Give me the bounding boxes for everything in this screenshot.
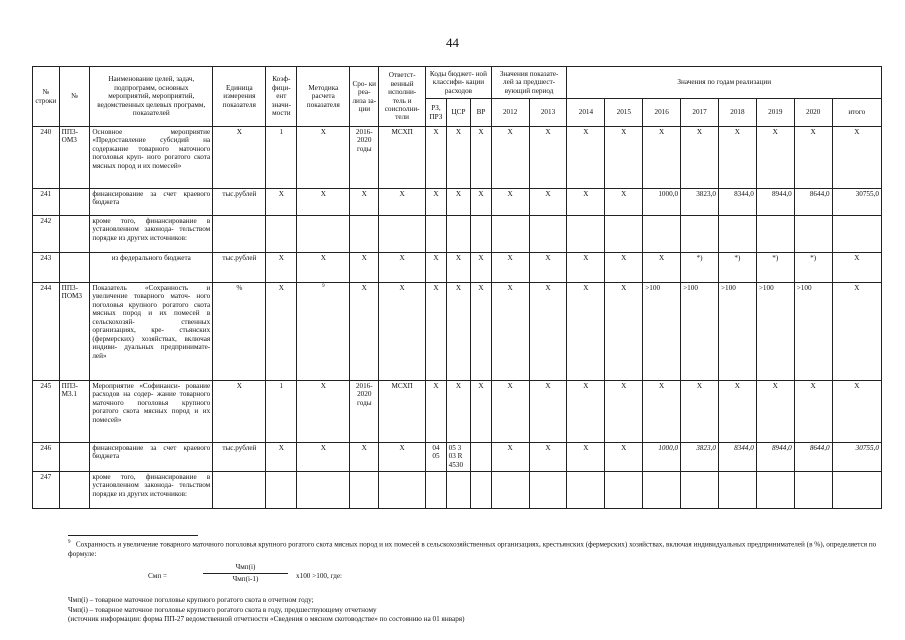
- row-2020: 8644,0: [794, 189, 832, 216]
- row-executor: Х: [379, 253, 426, 283]
- row-2014: Х: [567, 253, 605, 283]
- row-2018: [718, 472, 756, 509]
- row-term: [350, 472, 379, 509]
- formula-tail: х100 >100, где:: [296, 571, 343, 580]
- row-csr: 05 3 03 R 4530: [446, 443, 471, 472]
- row-unit: тыс.рублей: [213, 443, 266, 472]
- row-vr: Х: [471, 283, 491, 381]
- row-csr: Х: [446, 189, 471, 216]
- col-header-2015: 2015: [605, 99, 643, 127]
- formula-lhs: Смп =: [148, 571, 168, 580]
- row-rz: Х: [426, 189, 446, 216]
- row-2020: [794, 472, 832, 509]
- table-row: [33, 216, 882, 253]
- row-2012: Х: [491, 381, 529, 443]
- row-line-number: 241: [33, 189, 60, 216]
- row-2019: Х: [756, 381, 794, 443]
- footnote-body: Сохранность и увеличение товарного маточного поголовья крупного рогатого скота мясных пород и их помесей в сельскохозяйственных организациях, крестьянских (фермерских) хозяйствах, включая индивидуальных предпринимателей (в %), определяется по формуле:: [68, 540, 877, 559]
- row-rz: [426, 216, 446, 253]
- row-vr: Х: [471, 253, 491, 283]
- row-code: ПП3- М3.1: [59, 381, 90, 443]
- row-coef: 1: [266, 381, 297, 443]
- row-2014: Х: [567, 127, 605, 189]
- row-2016: >100: [643, 283, 681, 381]
- footnotes: [68, 540, 883, 625]
- row-term: 2016- 2020 годы: [350, 127, 379, 189]
- row-executor: [379, 216, 426, 253]
- row-rz: Х: [426, 127, 446, 189]
- row-line-number: 242: [33, 216, 60, 253]
- row-2012: [491, 216, 529, 253]
- col-header-coef: Коэф- фици- ент значи- мости: [266, 67, 297, 127]
- col-header-rz: РЗ, ПРЗ: [426, 99, 446, 127]
- source-note: (источник информации: форма ПП-27 ведомственной отчетности «Сведения о мясном скотоводстве» по состоянию на 01 января): [68, 615, 465, 624]
- row-code: [59, 189, 90, 216]
- row-vr: Х: [471, 189, 491, 216]
- row-2017: [681, 472, 719, 509]
- col-header-2019: 2019: [756, 99, 794, 127]
- row-2014: Х: [567, 381, 605, 443]
- row-2015: Х: [605, 253, 643, 283]
- row-rz: Х: [426, 283, 446, 381]
- row-name: кроме того, финансирование в установленном законода- тельством порядке из других источников:: [90, 216, 213, 253]
- col-header-no: №: [59, 67, 90, 127]
- row-2013: [529, 472, 567, 509]
- row-2017: >100: [681, 283, 719, 381]
- row-2013: [529, 216, 567, 253]
- row-total: 30755,0: [832, 443, 881, 472]
- col-header-2012: 2012: [491, 99, 529, 127]
- row-executor: МСХП: [379, 381, 426, 443]
- row-2016: Х: [643, 381, 681, 443]
- row-csr: [446, 472, 471, 509]
- row-coef: Х: [266, 189, 297, 216]
- program-indicators-table: [32, 66, 882, 509]
- row-2012: Х: [491, 127, 529, 189]
- row-2019: 8944,0: [756, 443, 794, 472]
- col-header-prev-values: Значения показате- лей за предшест- вующий период: [491, 67, 567, 99]
- row-csr: Х: [446, 127, 471, 189]
- row-rz: [426, 472, 446, 509]
- row-2017: Х: [681, 127, 719, 189]
- row-2014: Х: [567, 443, 605, 472]
- row-csr: [446, 216, 471, 253]
- row-2015: Х: [605, 381, 643, 443]
- row-2015: Х: [605, 283, 643, 381]
- row-method: Х: [297, 189, 350, 216]
- footnote-text: [68, 540, 883, 560]
- row-2018: *): [718, 253, 756, 283]
- row-unit: [213, 216, 266, 253]
- row-2012: [491, 472, 529, 509]
- row-2020: Х: [794, 127, 832, 189]
- row-2012: Х: [491, 253, 529, 283]
- row-2018: Х: [718, 381, 756, 443]
- row-method: [297, 283, 350, 381]
- row-2019: 8944,0: [756, 189, 794, 216]
- row-2017: Х: [681, 381, 719, 443]
- row-2017: *): [681, 253, 719, 283]
- row-2018: Х: [718, 127, 756, 189]
- row-term: [350, 216, 379, 253]
- row-coef: [266, 472, 297, 509]
- row-2012: Х: [491, 443, 529, 472]
- row-coef: Х: [266, 283, 297, 381]
- row-vr: [471, 443, 491, 472]
- row-2015: Х: [605, 127, 643, 189]
- row-total: Х: [832, 127, 881, 189]
- table-row: [33, 381, 882, 443]
- col-header-2016: 2016: [643, 99, 681, 127]
- row-unit: Х: [213, 381, 266, 443]
- col-header-2020: 2020: [794, 99, 832, 127]
- row-unit: Х: [213, 127, 266, 189]
- row-total: [832, 216, 881, 253]
- row-2012: Х: [491, 189, 529, 216]
- table-row: [33, 283, 882, 381]
- row-2016: [643, 216, 681, 253]
- row-2018: 8344,0: [718, 189, 756, 216]
- col-header-term: Сро- ки реа- лиза за- ции: [350, 67, 379, 127]
- row-2012: Х: [491, 283, 529, 381]
- row-code: [59, 253, 90, 283]
- formula: [68, 562, 883, 594]
- row-line-number: 246: [33, 443, 60, 472]
- row-line-number: 245: [33, 381, 60, 443]
- row-2019: *): [756, 253, 794, 283]
- row-name: финансирование за счет краевого бюджета: [90, 189, 213, 216]
- row-code: ПП3- ОМ3: [59, 127, 90, 189]
- row-rz: Х: [426, 381, 446, 443]
- row-vr: Х: [471, 127, 491, 189]
- row-2013: Х: [529, 189, 567, 216]
- row-line-number: 244: [33, 283, 60, 381]
- col-header-name: Наименование целей, задач, подпрограмм, основных мероприятий, мероприятий, ведомственных целевых программ, показателей: [90, 67, 213, 127]
- row-2020: [794, 216, 832, 253]
- row-name: Основное мероприятие «Предоставление субсидий на содержание товарного маточного поголовья круп- ного рогатого скота мясных пород и их помесей»: [90, 127, 213, 189]
- row-csr: Х: [446, 283, 471, 381]
- definition-1: Чмп(i) – товарное маточное поголовье крупного рогатого скота в отчетном году;: [68, 595, 314, 604]
- col-header-budget-codes: Коды бюджет- ной классифи- кации расходов: [426, 67, 492, 99]
- row-2020: 8644,0: [794, 443, 832, 472]
- col-header-method: Методика расчета показателя: [297, 67, 350, 127]
- row-2020: >100: [794, 283, 832, 381]
- table-row: [33, 472, 882, 509]
- formula-denominator: Чмп(i-1): [232, 574, 259, 583]
- row-2019: >100: [756, 283, 794, 381]
- row-code: [59, 216, 90, 253]
- row-2017: 3823,0: [681, 443, 719, 472]
- row-vr: [471, 472, 491, 509]
- definition-2: Чмп(i) – товарное маточное поголовье крупного рогатого скота в году, предшествующему отчетному: [68, 605, 377, 614]
- col-header-2013: 2013: [529, 99, 567, 127]
- row-total: Х: [832, 283, 881, 381]
- row-2018: >100: [718, 283, 756, 381]
- row-2016: [643, 472, 681, 509]
- row-executor: Х: [379, 443, 426, 472]
- col-header-executor: Ответст- венный исполни- тель и соисполни- тели: [379, 67, 426, 127]
- row-executor: Х: [379, 283, 426, 381]
- col-header-vr: ВР: [471, 99, 491, 127]
- row-vr: [471, 216, 491, 253]
- row-line-number: 240: [33, 127, 60, 189]
- row-2013: Х: [529, 253, 567, 283]
- row-2019: [756, 472, 794, 509]
- row-2020: *): [794, 253, 832, 283]
- row-2018: [718, 216, 756, 253]
- table-row: [33, 189, 882, 216]
- row-rz: Х: [426, 253, 446, 283]
- row-method: Х: [297, 253, 350, 283]
- row-2015: [605, 472, 643, 509]
- row-rz: 04 05: [426, 443, 446, 472]
- row-executor: Х: [379, 189, 426, 216]
- row-2017: 3823,0: [681, 189, 719, 216]
- row-csr: Х: [446, 253, 471, 283]
- row-coef: 1: [266, 127, 297, 189]
- row-2014: [567, 216, 605, 253]
- row-code: [59, 472, 90, 509]
- row-name: финансирование за счет краевого бюджета: [90, 443, 213, 472]
- table-row: [33, 443, 882, 472]
- row-executor: [379, 472, 426, 509]
- footnote-separator: [68, 535, 198, 536]
- row-vr: Х: [471, 381, 491, 443]
- col-header-unit: Единица измерения показателя: [213, 67, 266, 127]
- row-2016: Х: [643, 127, 681, 189]
- page-number: 44: [446, 35, 459, 50]
- row-coef: Х: [266, 253, 297, 283]
- formula-numerator: Чмп(i): [203, 563, 288, 574]
- header-row-1: [33, 67, 882, 99]
- row-name: Показатель «Сохранность и увеличение товарного маточ- ного поголовья крупного рогатого скота мясных пород и их помесей в сельскохозяй- ственных организациях, кре- стьянских (фермерских) хозяйствах, включая индиви- дуальных предпринимате- лей»: [90, 283, 213, 381]
- row-2017: [681, 216, 719, 253]
- row-name: кроме того, финансирование в установленном законода- тельством порядке из других источников:: [90, 472, 213, 509]
- row-2013: Х: [529, 283, 567, 381]
- row-code: [59, 443, 90, 472]
- row-term: Х: [350, 443, 379, 472]
- row-total: Х: [832, 253, 881, 283]
- row-line-number: 243: [33, 253, 60, 283]
- row-name: Мероприятие «Софинанси- рование расходов на содер- жание товарного маточного поголовья крупного рогатого скота мясных пород и их помесей»: [90, 381, 213, 443]
- row-method: [297, 216, 350, 253]
- row-executor: МСХП: [379, 127, 426, 189]
- row-term: 2016- 2020 годы: [350, 381, 379, 443]
- row-total: [832, 472, 881, 509]
- col-header-2017: 2017: [681, 99, 719, 127]
- row-2019: Х: [756, 127, 794, 189]
- col-header-csr: ЦСР: [446, 99, 471, 127]
- row-2019: [756, 216, 794, 253]
- row-name: из федерального бюджета: [90, 253, 213, 283]
- row-2013: Х: [529, 443, 567, 472]
- row-method: [297, 472, 350, 509]
- row-coef: [266, 216, 297, 253]
- row-2020: Х: [794, 381, 832, 443]
- row-unit: тыс.рублей: [213, 189, 266, 216]
- col-header-2014: 2014: [567, 99, 605, 127]
- row-2013: Х: [529, 381, 567, 443]
- row-2016: 1000,0: [643, 443, 681, 472]
- row-2018: 8344,0: [718, 443, 756, 472]
- row-method: Х: [297, 443, 350, 472]
- row-2014: Х: [567, 189, 605, 216]
- row-unit: тыс.рублей: [213, 253, 266, 283]
- row-2013: Х: [529, 127, 567, 189]
- col-header-total: итого: [832, 99, 881, 127]
- row-total: 30755,0: [832, 189, 881, 216]
- row-coef: Х: [266, 443, 297, 472]
- row-term: Х: [350, 189, 379, 216]
- row-method: Х: [297, 127, 350, 189]
- footnote-marker: 9: [68, 540, 71, 545]
- table-row: [33, 127, 882, 189]
- row-line-number: 247: [33, 472, 60, 509]
- row-unit: %: [213, 283, 266, 381]
- row-unit: [213, 472, 266, 509]
- row-2015: Х: [605, 189, 643, 216]
- row-code: ПП3- ПОМ3: [59, 283, 90, 381]
- row-term: Х: [350, 283, 379, 381]
- row-2015: Х: [605, 443, 643, 472]
- col-header-values-by-year: Значения по годам реализации: [567, 67, 882, 99]
- row-term: Х: [350, 253, 379, 283]
- row-2016: Х: [643, 253, 681, 283]
- col-header-2018: 2018: [718, 99, 756, 127]
- row-method: Х: [297, 381, 350, 443]
- col-header-row-no: № строки: [33, 67, 60, 127]
- row-total: Х: [832, 381, 881, 443]
- row-2014: [567, 472, 605, 509]
- row-2016: 1000,0: [643, 189, 681, 216]
- row-csr: Х: [446, 381, 471, 443]
- footnote-reference: 9: [322, 284, 325, 289]
- table-row: [33, 253, 882, 283]
- row-2015: [605, 216, 643, 253]
- row-2014: Х: [567, 283, 605, 381]
